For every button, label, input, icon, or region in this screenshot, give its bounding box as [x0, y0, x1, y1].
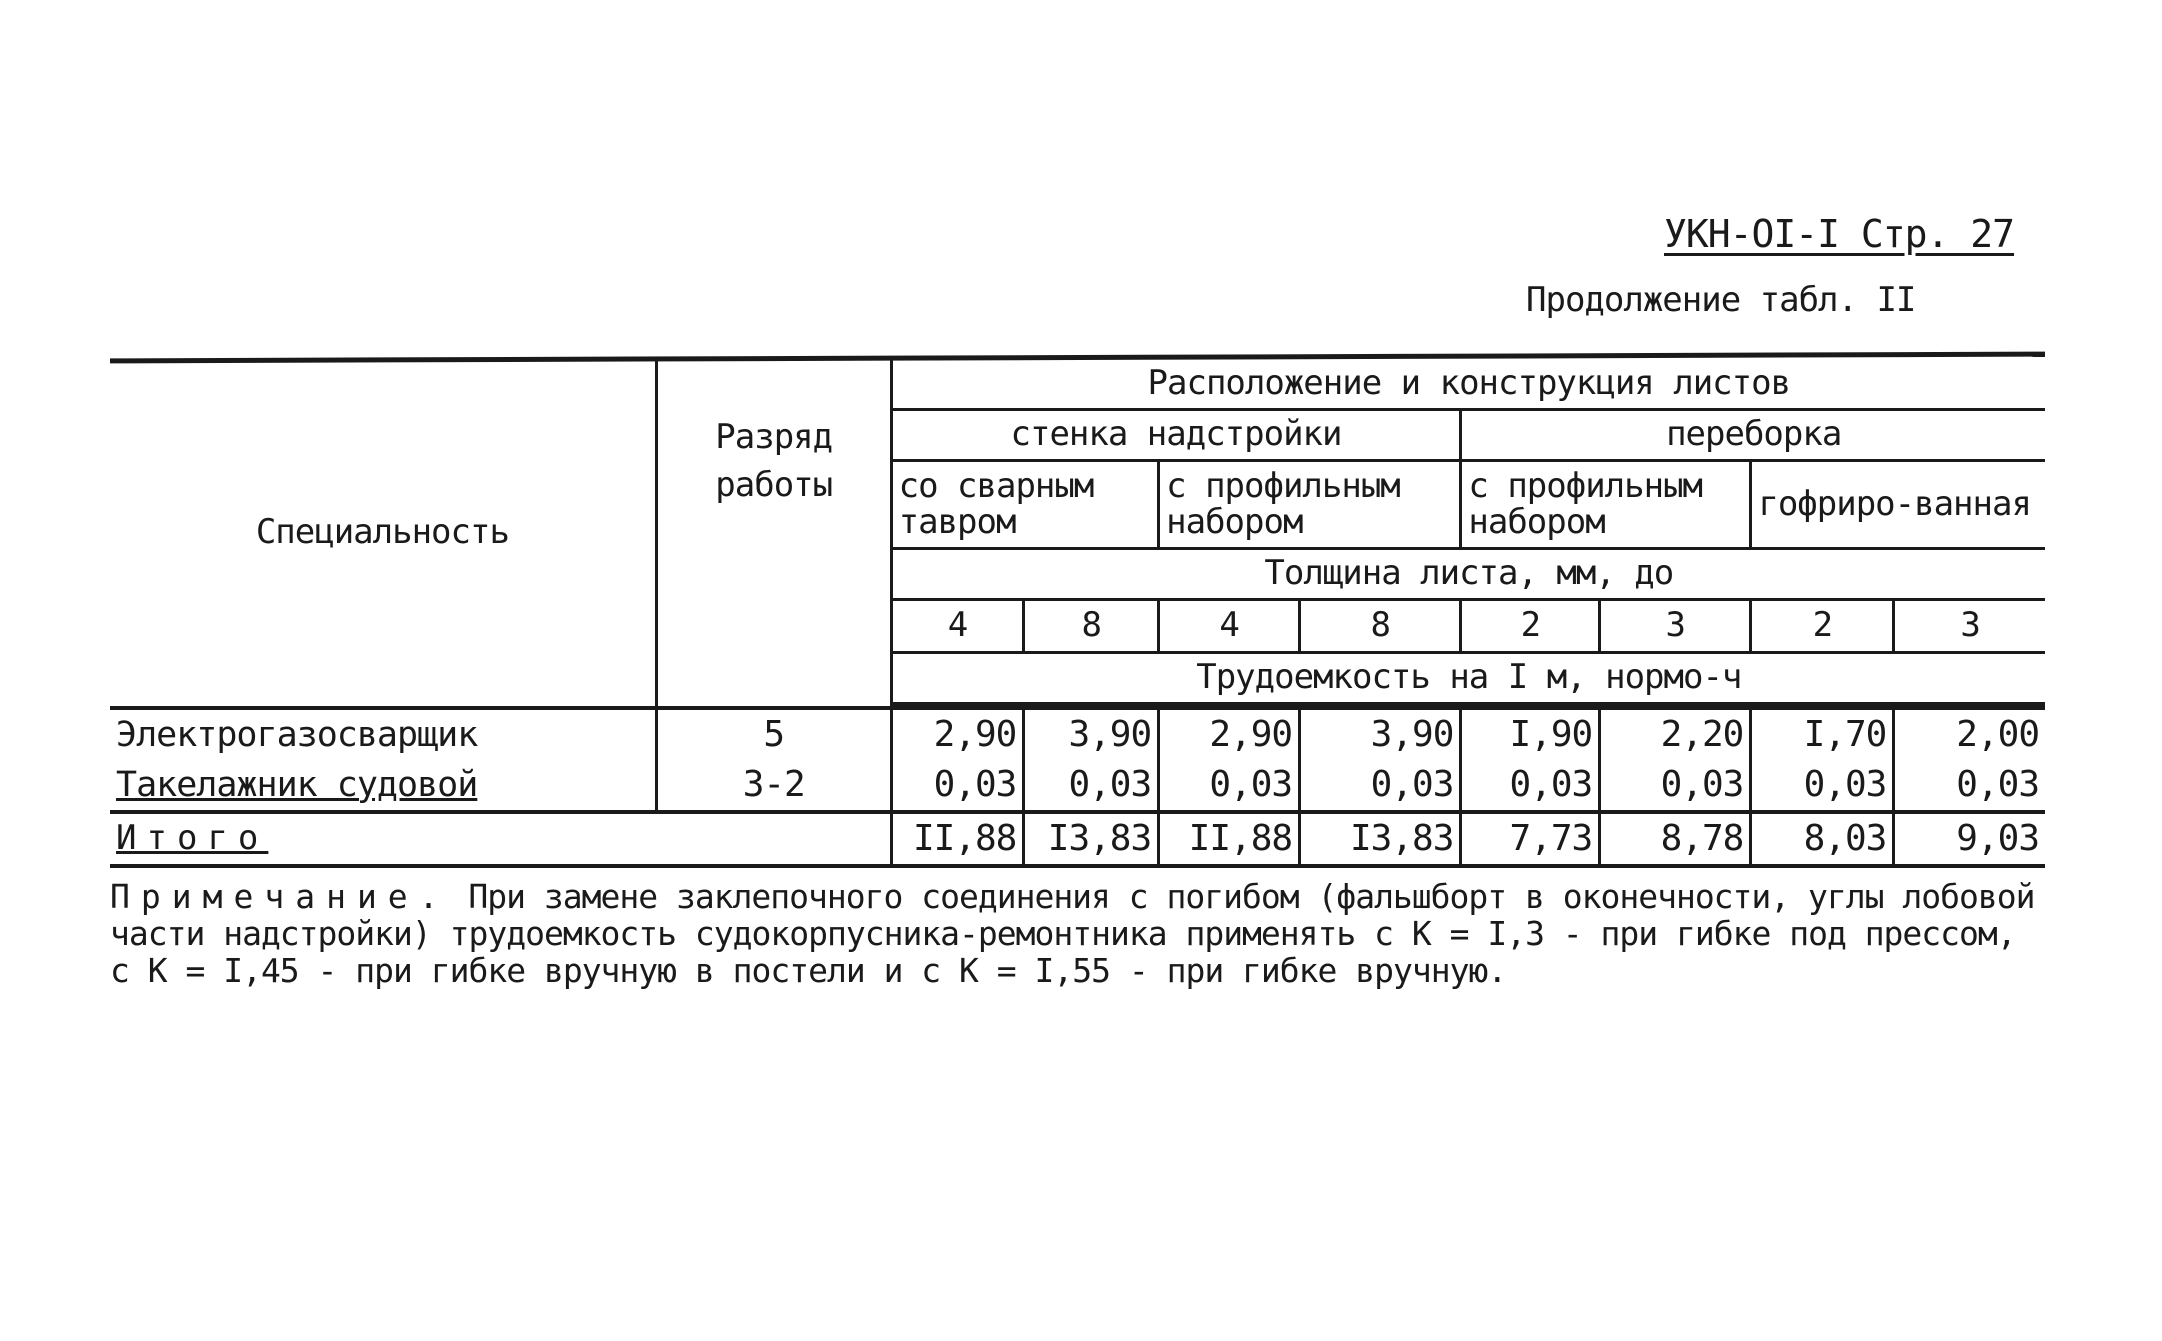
header-grade — [656, 360, 891, 708]
thickness-cell: 8 — [1300, 600, 1461, 653]
table-continuation-caption: Продолжение табл. II — [1526, 280, 1916, 320]
header-corrugated: гофриро-ванная — [1751, 461, 2045, 549]
header-superstructure-wall: стенка надстройки — [891, 410, 1461, 461]
thickness-cell: 4 — [1159, 600, 1300, 653]
thickness-cell: 4 — [891, 600, 1024, 653]
row-total-label: Итого — [110, 812, 891, 866]
total-cell: II,88 — [891, 812, 1024, 866]
value-cell: 2,90 — [891, 708, 1024, 760]
norms-table — [110, 360, 2045, 868]
value-cell: 0,03 — [1300, 760, 1461, 812]
value-cell: 0,03 — [1600, 760, 1751, 812]
row-grade: 3-2 — [656, 760, 891, 812]
total-cell: 7,73 — [1461, 812, 1600, 866]
header-grade-line1: Разряд — [715, 417, 833, 457]
row-specialty: Электрогазосварщик — [110, 708, 656, 760]
total-cell: II,88 — [1159, 812, 1300, 866]
note-lead: Примечание. — [110, 877, 450, 916]
header-welded-tee: со сварным тавром — [891, 461, 1159, 549]
value-cell: 0,03 — [1751, 760, 1894, 812]
header-grade-line2: работы — [715, 464, 833, 505]
header-bulkhead: переборка — [1461, 410, 2045, 461]
value-cell: 0,03 — [1894, 760, 2045, 812]
thickness-cell: 3 — [1894, 600, 2045, 653]
total-cell: I3,83 — [1300, 812, 1461, 866]
value-cell: 3,90 — [1300, 708, 1461, 760]
value-cell: 2,90 — [1159, 708, 1300, 760]
value-cell: 0,03 — [1159, 760, 1300, 812]
table-row-total — [110, 812, 2045, 866]
value-cell: 3,90 — [1024, 708, 1159, 760]
thickness-cell: 2 — [1461, 600, 1600, 653]
row-specialty: Такелажник судовой — [110, 760, 656, 812]
header-sheet-thickness: Толщина листа, мм, до — [891, 549, 2045, 600]
row-grade: 5 — [656, 708, 891, 760]
value-cell: 2,20 — [1600, 708, 1751, 760]
thickness-cell: 2 — [1751, 600, 1894, 653]
total-cell: I3,83 — [1024, 812, 1159, 866]
norms-table-wrapper — [110, 355, 2045, 868]
header-sheet-arrangement: Расположение и конструкция листов — [891, 360, 2045, 410]
total-cell: 9,03 — [1894, 812, 2045, 866]
header-specialty: Специальность — [110, 360, 656, 708]
total-cell: 8,03 — [1751, 812, 1894, 866]
note-text: При замене заклепочного соединения с погибом (фальшборт в оконечности, углы лобовой части надстройки) трудоемкость судокорпусника-ремонтника применять с К = I,3 - при гибке под прессом, с К = I,45 - при гибке вручную в постели и с К = I,55 - при гибке вручную. — [110, 877, 2035, 990]
value-cell: 0,03 — [1461, 760, 1600, 812]
thickness-cell: 3 — [1600, 600, 1751, 653]
value-cell: 0,03 — [1024, 760, 1159, 812]
table-note — [110, 878, 2040, 989]
value-cell: 0,03 — [891, 760, 1024, 812]
total-cell: 8,78 — [1600, 812, 1751, 866]
value-cell: I,70 — [1751, 708, 1894, 760]
table-row — [110, 708, 2045, 760]
value-cell: I,90 — [1461, 708, 1600, 760]
value-cell: 2,00 — [1956, 714, 2039, 756]
header-profile-set-bulkhead: с профильным набором — [1461, 461, 1751, 549]
thickness-cell: 8 — [1024, 600, 1159, 653]
header-profile-set-wall: с профильным набором — [1159, 461, 1461, 549]
header-labor-intensity: Трудоемкость на I м, нормо-ч — [891, 653, 2045, 705]
table-row — [110, 760, 2045, 812]
document-code: УКН-ОI-I Стр. 27 — [1664, 212, 2015, 256]
